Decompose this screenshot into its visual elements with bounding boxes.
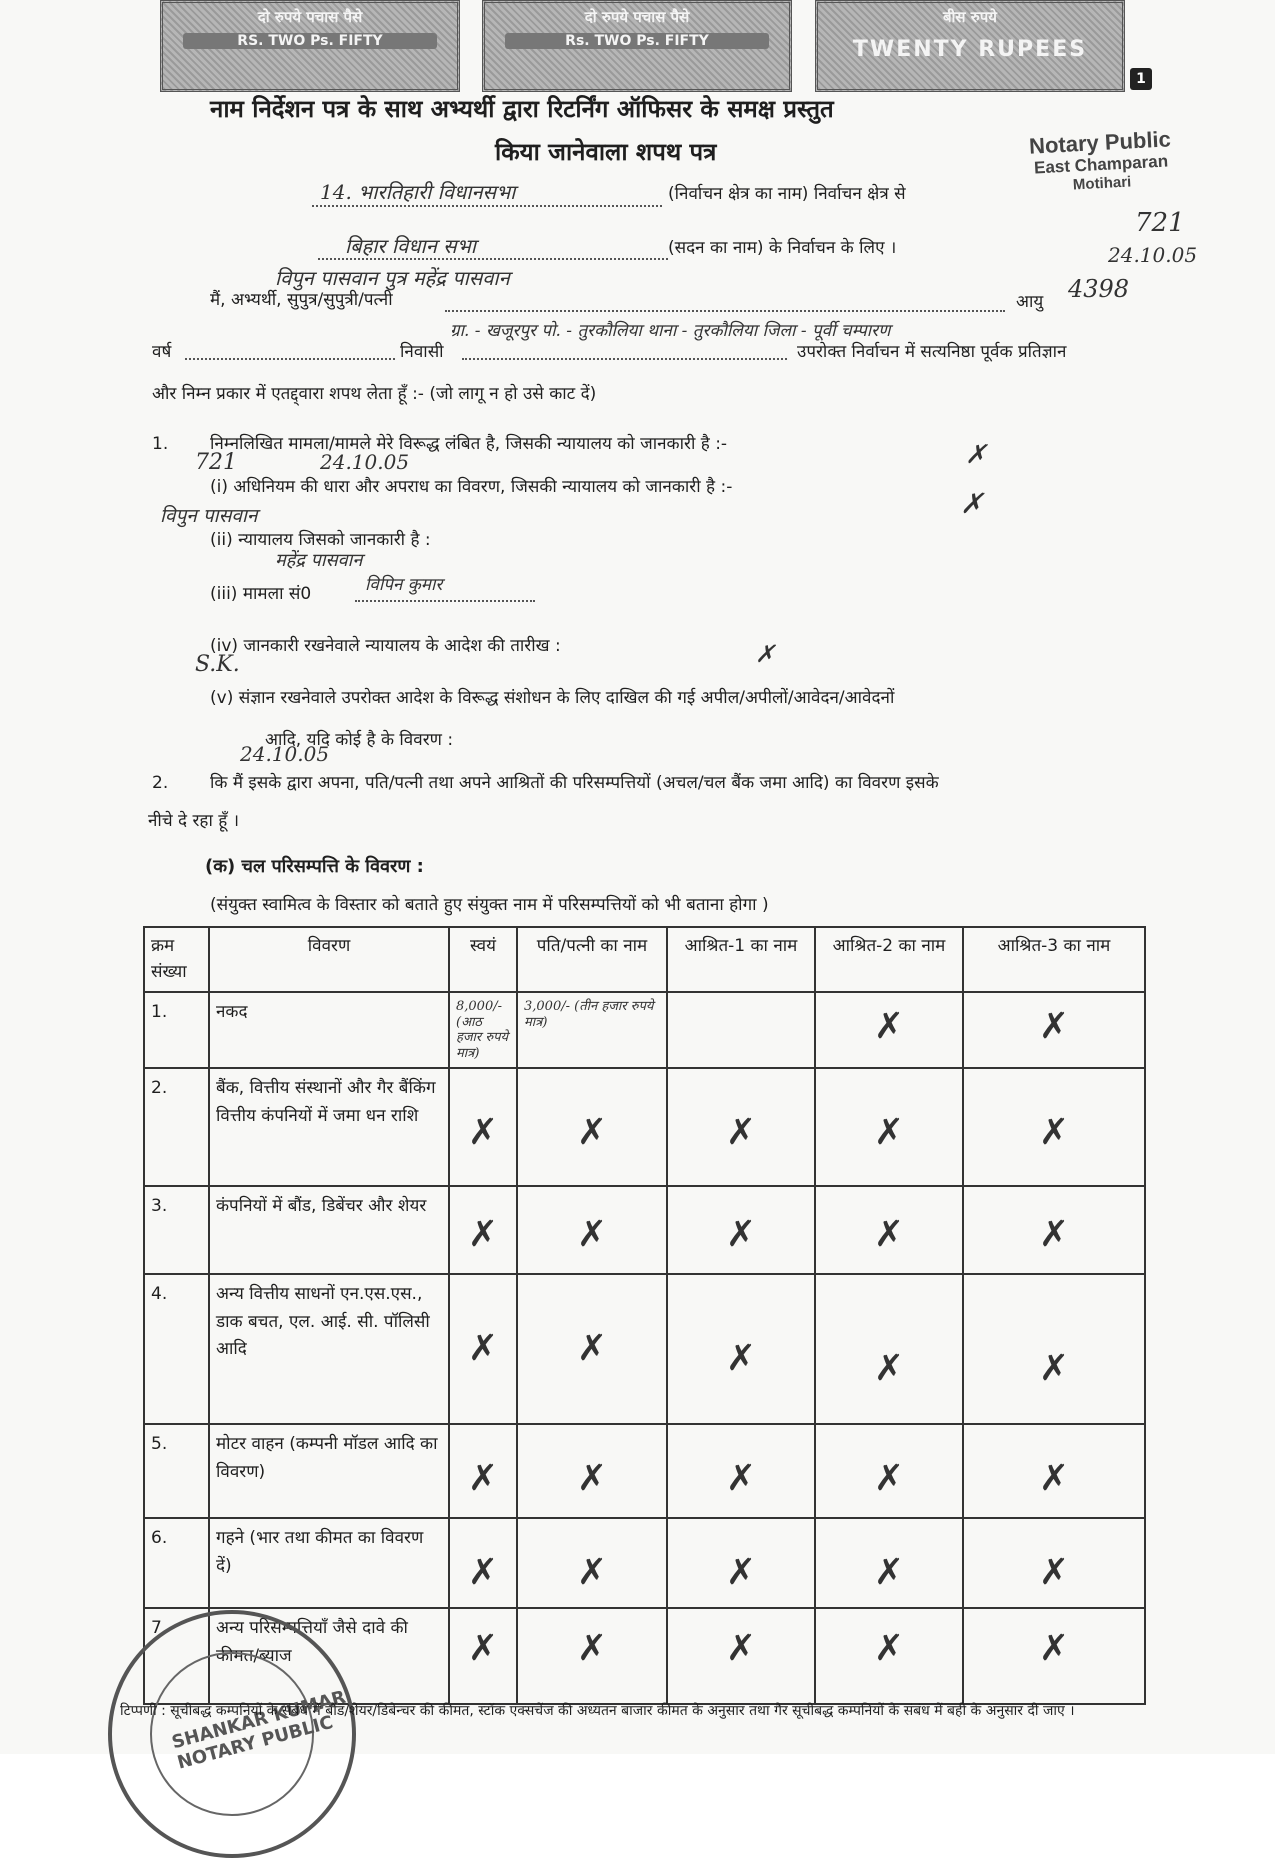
- header-spouse: पति/पत्नी का नाम: [517, 927, 667, 992]
- row-serial: 1.: [144, 992, 209, 1068]
- cell-mark: ✗: [725, 1338, 757, 1380]
- cell-dependent-2: [815, 1424, 963, 1518]
- header-dependent-2: आश्रित-2 का नाम: [815, 927, 963, 992]
- cell-dependent-2: [815, 992, 963, 1068]
- cell-mark: ✗: [873, 1628, 905, 1670]
- side-note-date: 24.10.05: [320, 450, 410, 474]
- row-description: मोटर वाहन (कम्पनी मॉडल आदि का विवरण): [209, 1424, 449, 1518]
- notary-serial: 4398: [1068, 275, 1130, 303]
- cell-dependent-3: [963, 1068, 1145, 1186]
- cell-dependent-2: [815, 1608, 963, 1704]
- case-number-dotted-line: [355, 600, 535, 602]
- age-year-dotted-line: [185, 358, 395, 360]
- cell-self: [449, 1274, 517, 1424]
- cell-dependent-1: [667, 1518, 815, 1608]
- cell-dependent-1: [667, 1424, 815, 1518]
- table-row: [144, 1518, 1145, 1608]
- cell-self: [449, 1608, 517, 1704]
- table-row: [144, 992, 1145, 1068]
- cell-spouse: [517, 1608, 667, 1704]
- cell-mark: ✗: [576, 1112, 608, 1154]
- cell-dependent-1: [667, 1068, 815, 1186]
- notary-seal-text: SHANKAR KUMAR NOTARY PUBLIC: [169, 1686, 348, 1774]
- row-serial: 5.: [144, 1424, 209, 1518]
- cell-dependent-3: [963, 1518, 1145, 1608]
- revenue-stamp-1: [160, 0, 460, 92]
- cell-mark: ✗: [467, 1458, 499, 1500]
- cell-dependent-2: [815, 1186, 963, 1274]
- cell-dependent-3: [963, 1186, 1145, 1274]
- row-description: अन्य परिसम्पत्तियाँ जैसे दावे की कीमत/ब्याज: [209, 1608, 449, 1704]
- cell-dependent-3: [963, 1274, 1145, 1424]
- cell-mark: ✗: [873, 1348, 905, 1390]
- cell-dependent-1: [667, 1186, 815, 1274]
- cell-mark: ✗: [873, 1112, 905, 1154]
- joint-ownership-note: (संयुक्त स्वामित्व के विस्तार को बताते हुए संयुक्त नाम में परिसम्पत्तियों को भी बताना होगा ): [210, 895, 769, 915]
- cell-self: [449, 992, 517, 1068]
- section-1-strike-mark: ✗: [965, 440, 987, 470]
- cell-self: [449, 1424, 517, 1518]
- cell-mark: ✗: [725, 1552, 757, 1594]
- cell-self: [449, 1518, 517, 1608]
- row-serial: 2.: [144, 1068, 209, 1186]
- resident-label: निवासी: [400, 342, 444, 362]
- row-description: अन्य वित्तीय साधनों एन.एस.एस., डाक बचत, एल. आई. सी. पॉलिसी आदि: [209, 1274, 449, 1424]
- cell-spouse: [517, 1518, 667, 1608]
- notary-seal: [108, 1610, 356, 1858]
- cell-mark: ✗: [1038, 1112, 1070, 1154]
- section-2-text-line-2: नीचे दे रहा हूँ ।: [148, 811, 240, 831]
- movable-assets-heading: (क) चल परिसम्पत्ति के विवरण :: [205, 856, 424, 877]
- cell-dependent-3: [963, 1608, 1145, 1704]
- cell-dependent-1: [667, 1274, 815, 1424]
- cell-mark: ✗: [1038, 1006, 1070, 1047]
- cell-mark: ✗: [873, 1006, 905, 1047]
- side-note-name-2: महेंद्र पासवान: [275, 550, 363, 571]
- cell-mark: ✗: [1038, 1552, 1070, 1594]
- row-serial: 7.: [144, 1608, 209, 1704]
- cell-spouse: [517, 1274, 667, 1424]
- stamp-1-english-value: RS. TWO Ps. FIFTY: [183, 33, 437, 49]
- cell-spouse: [517, 1068, 667, 1186]
- cell-mark: ✗: [467, 1628, 499, 1670]
- age-label: आयु: [1016, 292, 1044, 312]
- cell-dependent-2: [815, 1068, 963, 1186]
- section-2-text-line-1: कि मैं इसके द्वारा अपना, पति/पत्नी तथा अपने आश्रितों की परिसम्पत्तियों (अचल/चल बैंक जमा आदि) का विवरण इसके: [210, 773, 939, 793]
- header-line-2: किया जानेवाला शपथ पत्र: [495, 138, 717, 166]
- page-number-badge: 1: [1130, 68, 1152, 90]
- row-serial: 6.: [144, 1518, 209, 1608]
- stamp-2-hindi-value: दो रुपये पचास पैसे: [584, 8, 690, 26]
- side-note-name-3: विपिन कुमार: [365, 575, 443, 595]
- section-1-item-i: (i) अधिनियम की धारा और अपराध का विवरण, जिसकी न्यायालय को जानकारी है :-: [210, 477, 733, 497]
- header-dependent-1: आश्रित-1 का नाम: [667, 927, 815, 992]
- cell-mark: ✗: [467, 1552, 499, 1594]
- row-description: नकद: [209, 992, 449, 1068]
- side-note-initials: S.K.: [195, 652, 240, 677]
- side-note-reg-no: 721: [195, 450, 237, 475]
- year-label: वर्ष: [152, 342, 172, 362]
- cell-mark: ✗: [576, 1458, 608, 1500]
- notary-stamp: [1028, 126, 1173, 195]
- cell-mark: ✗: [873, 1552, 905, 1594]
- cash-self-value: 8,000/- (आठ हजार रुपये मात्र): [456, 999, 509, 1061]
- cell-spouse: [517, 1424, 667, 1518]
- table-header-row: [144, 927, 1145, 992]
- section-1-item-ii: (ii) न्यायालय जिसको जानकारी है :: [210, 530, 431, 550]
- notary-title: Notary Public: [1028, 126, 1172, 159]
- cell-dependent-2: [815, 1518, 963, 1608]
- address-value: ग्रा. - खजूरपुर पो. - तुरकौलिया थाना - तुरकौलिया जिला - पूर्वी चम्पारण: [450, 321, 891, 341]
- cell-mark: ✗: [576, 1328, 608, 1370]
- cell-dependent-2: [815, 1274, 963, 1424]
- revenue-stamp-3: [815, 0, 1125, 92]
- candidate-prefix: मैं, अभ्यर्थी, सुपुत्र/सुपुत्री/पत्नी: [210, 290, 393, 310]
- header-line-1: नाम निर्देशन पत्र के साथ अभ्यर्थी द्वारा रिटर्निंग ऑफिसर के समक्ष प्रस्तुत: [210, 95, 834, 123]
- constituency-dotted-line: [312, 205, 662, 207]
- stamp-1-hindi-value: दो रुपये पचास पैसे: [257, 8, 363, 26]
- cell-mark: ✗: [467, 1214, 499, 1256]
- notary-reg-no: 721: [1135, 208, 1185, 238]
- cell-mark: ✗: [1038, 1458, 1070, 1500]
- cell-dependent-3: [963, 992, 1145, 1068]
- side-note-date-2: 24.10.05: [240, 742, 330, 766]
- table-row: [144, 1424, 1145, 1518]
- row-serial: 4.: [144, 1274, 209, 1424]
- candidate-relation-value: विपुन पासवान पुत्र महेंद्र पासवान: [275, 266, 510, 290]
- table-row: [144, 1274, 1145, 1424]
- stamp-2-english-value: Rs. TWO Ps. FIFTY: [505, 33, 769, 49]
- cell-mark: ✗: [725, 1628, 757, 1670]
- constituency-value: 14. भारतिहारी विधानसभा: [320, 180, 516, 204]
- cell-mark: ✗: [576, 1552, 608, 1594]
- row-serial: 3.: [144, 1186, 209, 1274]
- section-1-item-iii: (iii) मामला सं0: [210, 584, 312, 604]
- table-row: [144, 1186, 1145, 1274]
- header-description: विवरण: [209, 927, 449, 992]
- cell-mark: [674, 999, 808, 1009]
- row-description: बैंक, वित्तीय संस्थानों और गैर बैंकिंग वित्तीय कंपनियों में जमा धन राशि: [209, 1068, 449, 1186]
- cell-mark: ✗: [576, 1214, 608, 1256]
- candidate-dotted-line: [445, 310, 1005, 312]
- section-1-item-i-strike-mark: ✗: [960, 487, 984, 520]
- section-1-number: 1.: [152, 434, 169, 454]
- cell-spouse: [517, 992, 667, 1068]
- cell-mark: ✗: [576, 1628, 608, 1670]
- section-1-item-iv: (iv) जानकारी रखनेवाले न्यायालय के आदेश की तारीख :: [210, 636, 561, 656]
- stamp-3-hindi-value: बीस रुपये: [942, 8, 997, 26]
- cell-self: [449, 1068, 517, 1186]
- header-serial: क्रम संख्या: [144, 927, 209, 992]
- cell-dependent-3: [963, 1424, 1145, 1518]
- cell-mark: ✗: [873, 1458, 905, 1500]
- oath-suffix: उपरोक्त निर्वाचन में सत्यनिष्ठा पूर्वक प्रतिज्ञान: [797, 342, 1067, 362]
- house-label: (सदन का नाम) के निर्वाचन के लिए ।: [668, 238, 897, 258]
- section-1-item-iv-strike-mark: ✗: [755, 640, 776, 668]
- cell-mark: ✗: [725, 1458, 757, 1500]
- cell-mark: ✗: [873, 1214, 905, 1256]
- oath-line: और निम्न प्रकार में एतद्द्वारा शपथ लेता हूँ :- (जो लागू न हो उसे काट दें): [152, 384, 597, 404]
- cell-mark: ✗: [467, 1328, 499, 1370]
- row-description: गहने (भार तथा कीमत का विवरण दें): [209, 1518, 449, 1608]
- footnote: टिप्पणी : सूचीबद्ध कम्पनियों के संबंध में बौंड/शेयर/डिबेन्चर की कीमत, स्टॉक एक्सचेंज की अध्यतन बाजार कीमत के अनुसार तथा गैर सूचीबद्ध कम्पनियों के संबंध में बही के अनुसार दी जाए ।: [120, 1703, 1075, 1719]
- section-1-item-v-line-1: (v) संज्ञान रखनेवाले उपरोक्त आदेश के विरूद्ध संशोधन के लिए दाखिल की गई अपील/अपीलों/आवेदन/आवेदनों: [210, 688, 895, 708]
- house-value: बिहार विधान सभा: [345, 234, 476, 258]
- movable-assets-table: [143, 926, 1146, 1705]
- section-1-text: निम्नलिखित मामला/मामले मेरे विरूद्ध लंबित है, जिसकी न्यायालय को जानकारी है :-: [210, 434, 728, 454]
- cash-spouse-value: 3,000/- (तीन हजार रुपये मात्र): [524, 999, 654, 1030]
- section-1-item-v-line-2: आदि, यदि कोई है के विवरण :: [265, 730, 454, 750]
- header-dependent-3: आश्रित-3 का नाम: [963, 927, 1145, 992]
- cell-mark: ✗: [1038, 1348, 1070, 1390]
- constituency-label: (निर्वाचन क्षेत्र का नाम) निर्वाचन क्षेत्र से: [668, 184, 906, 204]
- cell-mark: ✗: [725, 1112, 757, 1154]
- stamp-3-english-value: TWENTY RUPEES: [852, 37, 1088, 62]
- cell-dependent-1: [667, 992, 815, 1068]
- cell-dependent-1: [667, 1608, 815, 1704]
- address-dotted-line: [462, 358, 787, 360]
- header-self: स्वयं: [449, 927, 517, 992]
- cell-spouse: [517, 1186, 667, 1274]
- revenue-stamp-2: [482, 0, 792, 92]
- side-note-name-1: विपुन पासवान: [160, 505, 258, 527]
- section-2-number: 2.: [152, 773, 169, 793]
- cell-mark: ✗: [1038, 1628, 1070, 1670]
- notary-date: 24.10.05: [1108, 243, 1198, 267]
- cell-self: [449, 1186, 517, 1274]
- notary-town: Motihari: [1072, 173, 1132, 194]
- row-description: कंपनियों में बौंड, डिबेंचर और शेयर: [209, 1186, 449, 1274]
- cell-mark: ✗: [1038, 1214, 1070, 1256]
- cell-mark: ✗: [467, 1112, 499, 1154]
- notary-district: East Champaran: [1033, 151, 1169, 178]
- table-row: [144, 1068, 1145, 1186]
- cell-mark: ✗: [725, 1214, 757, 1256]
